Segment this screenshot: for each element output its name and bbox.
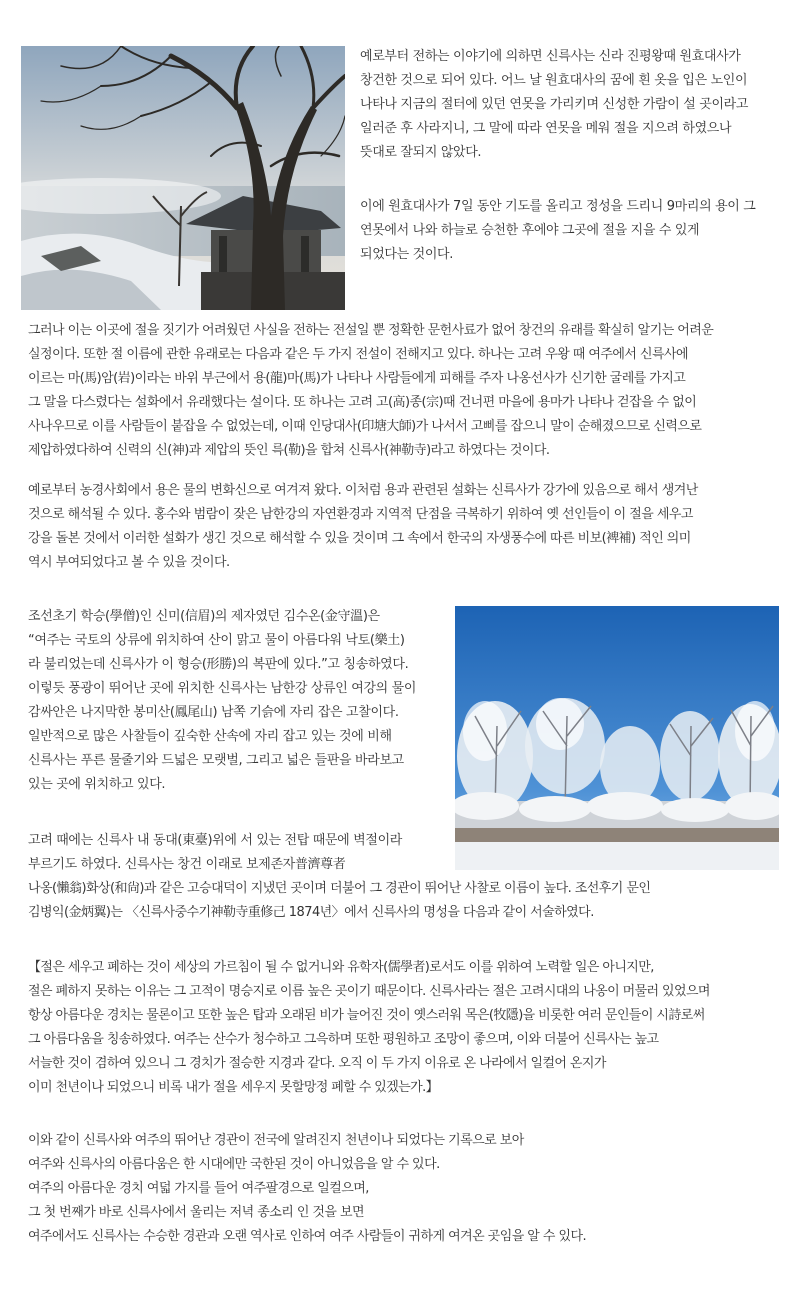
- text-line: 일러준 후 사라지니, 그 말에 따라 연못을 메워 절을 지으려 하였으나: [360, 121, 732, 136]
- text-line: 그 아름다움을 칭송하였다. 여주는 산수가 청수하고 그윽하며 또한 평원하고 조망이 좋으며, 이와 더불어 신륵사는 높고: [28, 1032, 659, 1047]
- text-line: 되었다는 것이다.: [360, 247, 454, 262]
- text-line: 그러나 이는 이곳에 절을 짓기가 어려웠던 사실을 전하는 전설일 뿐 정확한 문헌사료가 없어 창건의 유래를 확실히 알기는 어려운: [28, 323, 714, 338]
- text-line: 이르는 마(馬)암(岩)이라는 바위 부근에서 용(龍)마(馬)가 나타나 사람들에게 피해를 주자 나옹선사가 신기한 굴레를 가지고: [28, 371, 686, 386]
- text-line: 여주의 아름다운 경치 여덟 가지를 들어 여주팔경으로 일컬으며,: [28, 1181, 369, 1196]
- text-line: 창건한 것으로 되어 있다. 어느 날 원효대사의 꿈에 흰 옷을 입은 노인이: [360, 73, 748, 88]
- text-line: 강을 돌본 것에서 이러한 설화가 생긴 것으로 해석할 수 있을 것이며 그 속에서 한국의 자생풍수에 따른 비보(裨補) 적인 의미: [28, 531, 691, 546]
- text-line: 사나우므로 이를 사람들이 붙잡을 수 없었는데, 이때 인당대사(印塘大師)가 나서서 고삐를 잡으니 말이 순해졌으므로 신력으로: [28, 419, 702, 434]
- text-line: 그 첫 번째가 바로 신륵사에서 울리는 저녁 종소리 인 것을 보면: [28, 1205, 365, 1220]
- text-line: 항상 아름다운 경치는 물론이고 또한 높은 탑과 오래된 비가 늘어진 것이 옛스러워 목은(牧隱)을 비롯한 여러 문인들이 시詩로써: [28, 1008, 705, 1023]
- text-line: 절은 폐하지 못하는 이유는 그 고적이 명승지로 이름 높은 곳이기 때문이다. 신륵사라는 절은 고려시대의 나옹이 머물러 있었으며: [28, 984, 710, 999]
- text-line: 【절은 세우고 폐하는 것이 세상의 가르침이 될 수 없거니와 유학자(儒學者)로서도 이를 위하여 노력할 일은 아니지만,: [28, 960, 654, 975]
- text-line: 부르기도 하였다. 신륵사는 창건 이래로 보제존자普濟尊者: [28, 857, 346, 872]
- text-line: 제압하였다하여 신력의 신(神)과 제압의 뜻인 륵(勒)을 합쳐 신륵사(神勒寺)라고 하였다는 것이다.: [28, 443, 550, 458]
- quote-paragraph: [28, 956, 710, 1100]
- text-line: 여주와 신륵사의 아름다움은 한 시대에만 국한된 것이 아니었음을 알 수 있다.: [28, 1157, 440, 1172]
- text-line: 뜻대로 잘되지 않았다.: [360, 145, 482, 160]
- text-line: 그 말을 다스렸다는 설화에서 유래했다는 설이다. 또 하나는 고려 고(高)종(宗)때 건너편 마을에 용마가 나타나 걷잡을 수 없이: [28, 395, 697, 410]
- text-line: 라 불리었는데 신륵사가 이 형승(形勝)의 복판에 있다.”고 칭송하였다.: [28, 657, 409, 672]
- text-line: 이에 원효대사가 7일 동안 기도를 올리고 정성을 드리니 9마리의 용이 그: [360, 199, 756, 214]
- intro-paragraph-1: [360, 45, 748, 165]
- text-line: 있는 곳에 위치하고 있다.: [28, 777, 166, 792]
- text-line: 연못에서 나와 하늘로 승천한 후에야 그곳에 절을 지을 수 있게: [360, 223, 700, 238]
- scenery-paragraph: [28, 605, 416, 797]
- text-line: 실정이다. 또한 절 이름에 관한 유래로는 다음과 같은 두 가지 전설이 전해지고 있다. 하나는 고려 우왕 때 여주에서 신륵사에: [28, 347, 689, 362]
- text-line: 서늘한 것이 겸하여 있으니 그 경치가 절승한 지경과 같다. 오직 이 두 가지 이유로 온 나라에서 일컬어 온지가: [28, 1056, 606, 1071]
- text-line: 이와 같이 신륵사와 여주의 뛰어난 경관이 전국에 알려진지 천년이나 되었다는 기록으로 보아: [28, 1133, 524, 1148]
- text-line: 김병익(金炳翼)는 〈신륵사중수기神勒寺重修己 1874년〉에서 신륵사의 명성을 다음과 같이 서술하였다.: [28, 905, 594, 920]
- intro-paragraph-2: [360, 195, 756, 267]
- text-line: 신륵사는 푸른 물줄기와 드넓은 모랫벌, 그리고 넓은 들판을 바라보고: [28, 753, 404, 768]
- text-line: 것으로 해석될 수 있다. 홍수와 범람이 잦은 남한강의 자연환경과 지역적 단점을 극복하기 위하여 옛 선인들이 이 절을 세우고: [28, 507, 693, 522]
- text-line: 이렇듯 풍광이 뛰어난 곳에 위치한 신륵사는 남한강 상류인 여강의 물이: [28, 681, 417, 696]
- legend-paragraph: [28, 319, 713, 463]
- text-line: 감싸안은 나지막한 봉미산(鳳尾山) 남쪽 기슭에 자리 잡은 고찰이다.: [28, 705, 399, 720]
- text-line: 나옹(懶翁)화상(和尙)과 같은 고승대덕이 지냈던 곳이며 더불어 그 경관이 뛰어난 사찰로 이름이 높다. 조선후기 문인: [28, 881, 651, 896]
- text-line: “여주는 국토의 상류에 위치하여 산이 맑고 물이 아름다워 낙토(樂土): [28, 633, 405, 648]
- temple-winter-photo: [21, 46, 345, 310]
- text-line: 예로부터 농경사회에서 용은 물의 변화신으로 여겨져 왔다. 이처럼 용과 관련된 설화는 신륵사가 강가에 있음으로 해서 생겨난: [28, 483, 698, 498]
- text-line: 예로부터 전하는 이야기에 의하면 신륵사는 신라 진평왕때 원효대사가: [360, 49, 741, 64]
- text-line: 일반적으로 많은 사찰들이 깊숙한 산속에 자리 잡고 있는 것에 비해: [28, 729, 392, 744]
- text-line: 고려 때에는 신륵사 내 동대(東臺)위에 서 있는 전탑 때문에 벽절이라: [28, 833, 402, 848]
- text-line: 조선초기 학승(學僧)인 신미(信眉)의 제자였던 김수온(金守溫)은: [28, 609, 380, 624]
- text-line: 나타나 지금의 절터에 있던 연못을 가리키며 신성한 가람이 설 곳이라고: [360, 97, 749, 112]
- closing-paragraph: [28, 1129, 586, 1249]
- text-line: 여주에서도 신륵사는 수승한 경관과 오랜 역사로 인하여 여주 사람들이 귀하게 여겨온 곳임을 알 수 있다.: [28, 1229, 587, 1244]
- pagoda-paragraph: [28, 829, 650, 925]
- text-line: 역시 부여되었다고 볼 수 있을 것이다.: [28, 555, 230, 570]
- dragon-paragraph: [28, 479, 698, 575]
- text-line: 이미 천년이나 되었으니 비록 내가 절을 세우지 못할망정 폐할 수 있겠는가.】: [28, 1080, 438, 1095]
